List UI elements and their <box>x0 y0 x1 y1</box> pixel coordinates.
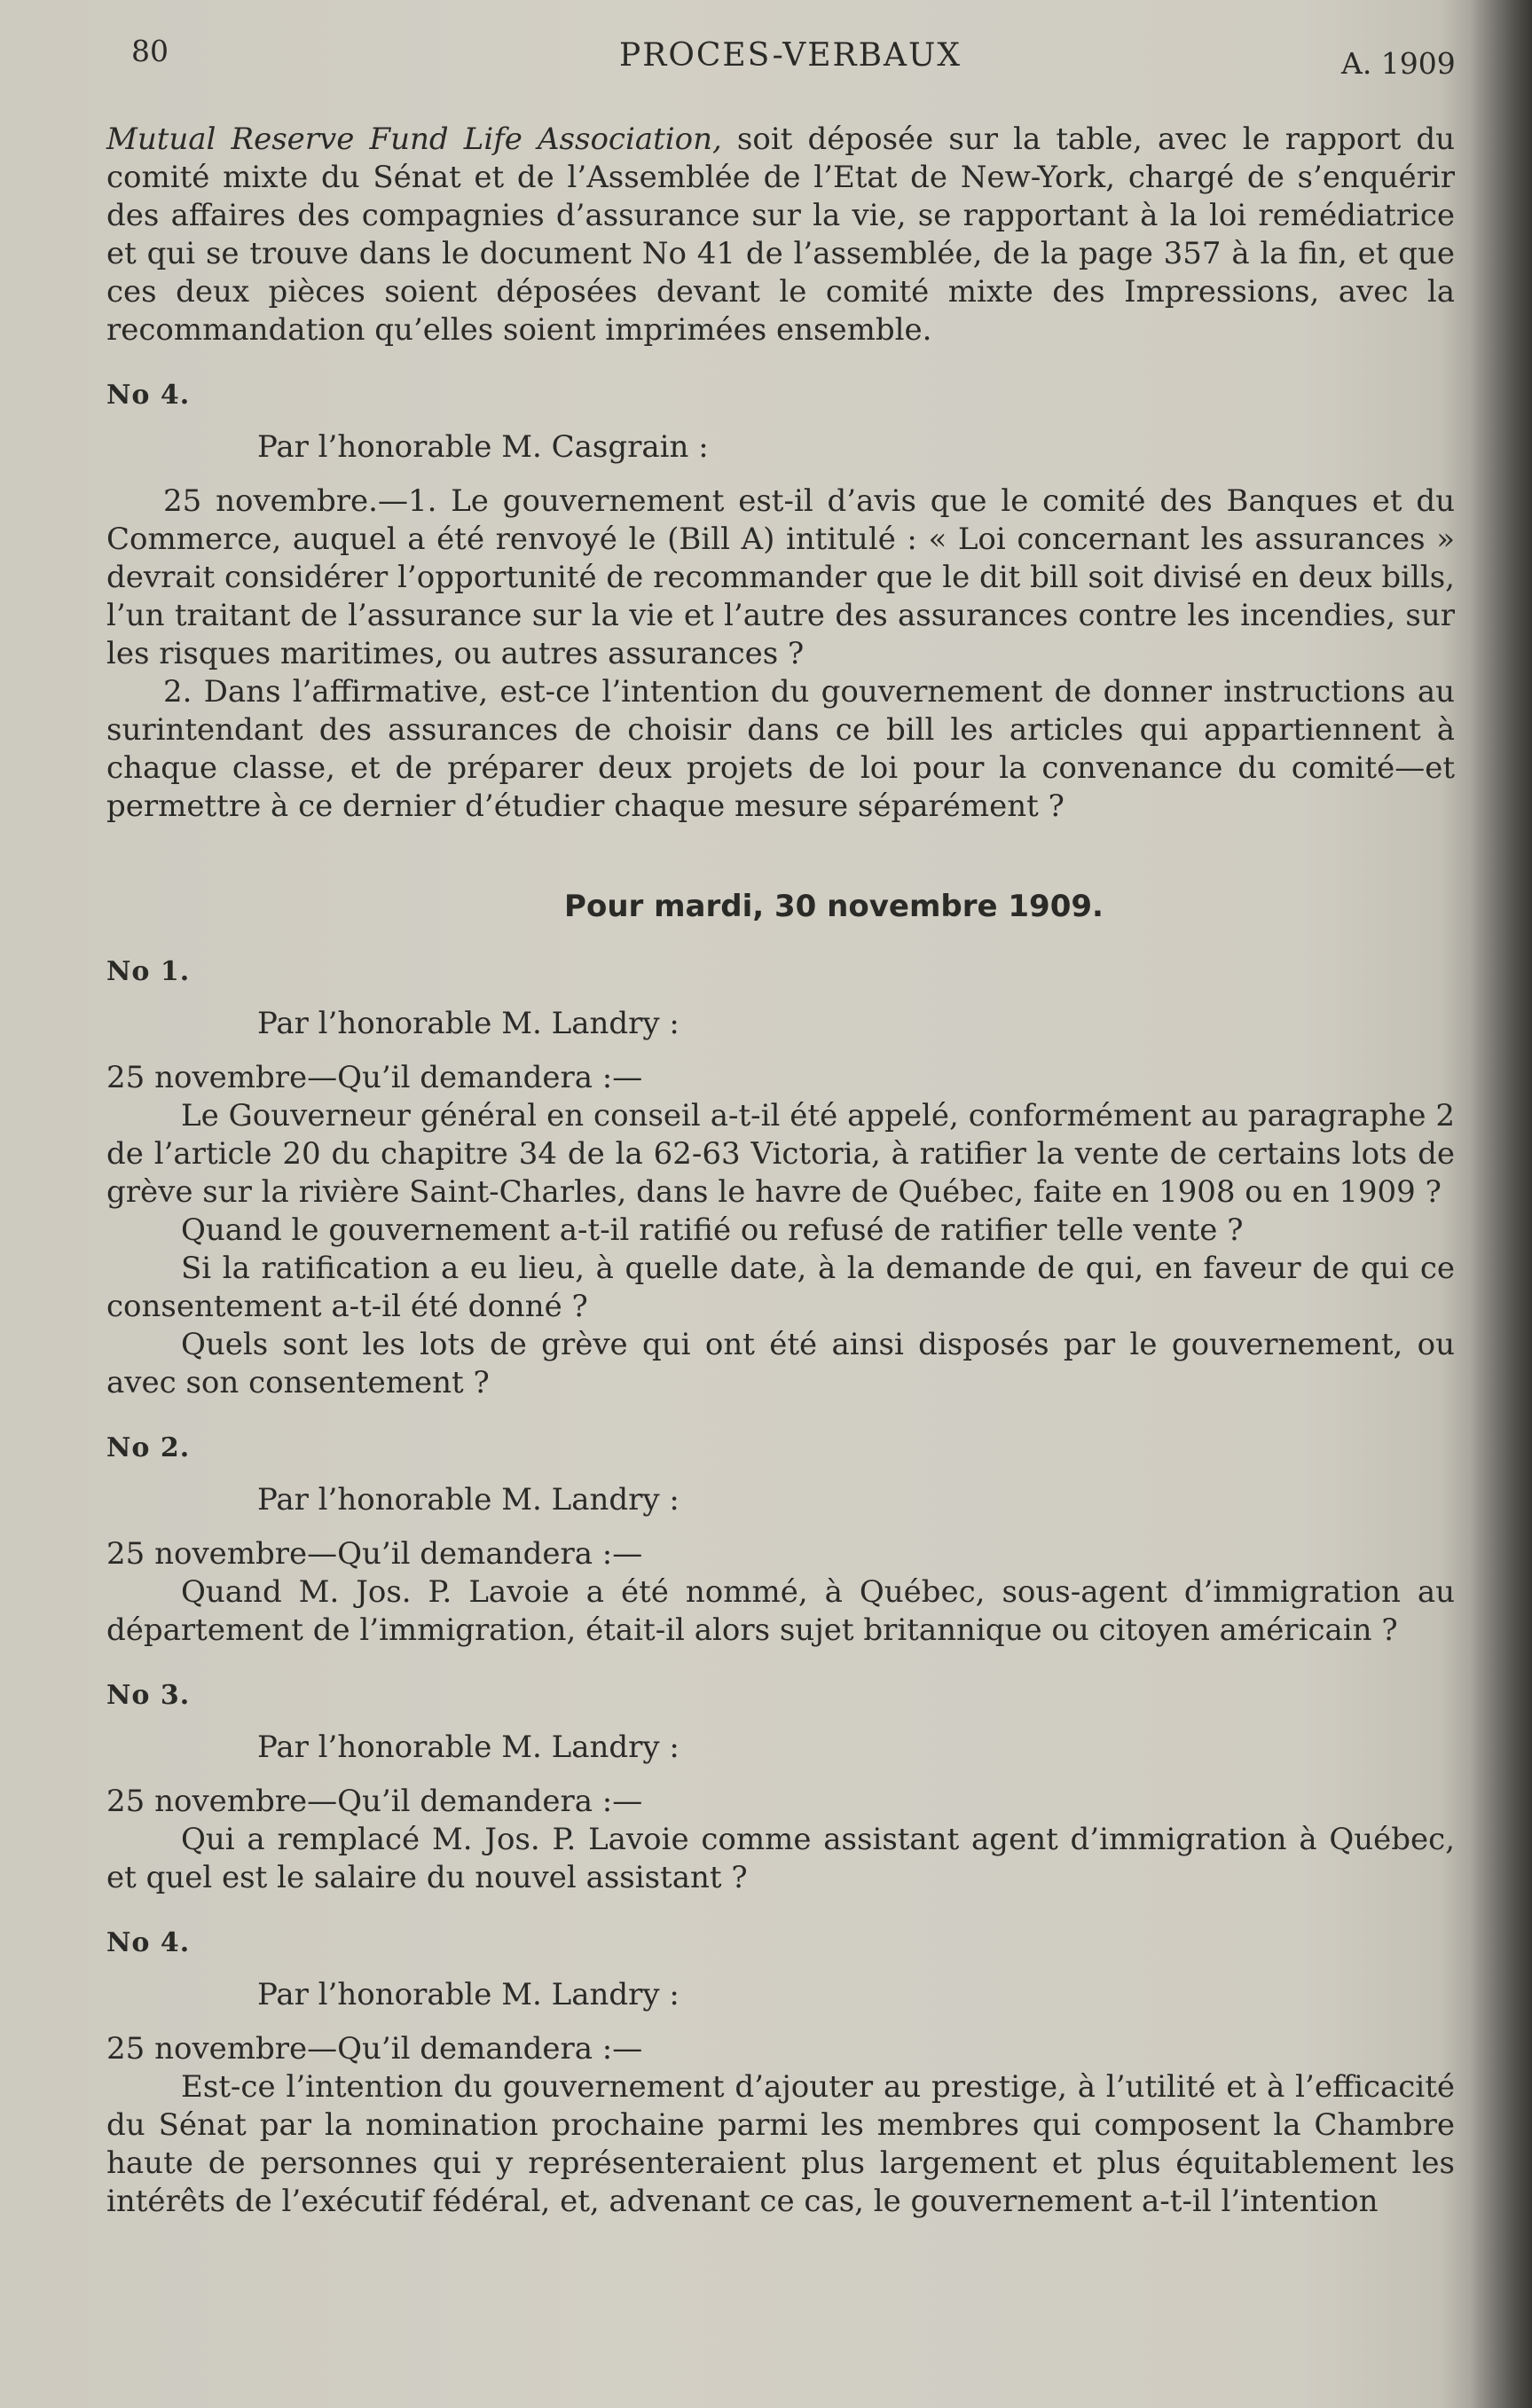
item-4-number: No 4. <box>106 1927 191 1958</box>
section-a-item-4-author: Par l’honorable M. Casgrain : <box>257 429 709 465</box>
item-1-question-3: Si la ratification a eu lieu, à quelle date, à la demande de qui, en faveur de qui ce consentement a-t-il été donné ? <box>106 1251 1455 1324</box>
item-3-date-line: 25 novembre—Qu’il demandera :— <box>106 1784 643 1819</box>
intro-lead-italic: Mutual Reserve Fund Life Association, <box>106 122 722 157</box>
item-1-question-1: Le Gouverneur général en conseil a-t-il été appelé, conformément au paragraphe 2 de l’article 20 du chapitre 34 de la 62-63 Victoria, à ratifier la vente de certains lots de grève sur la rivière Saint-Charles, dans le havre de Québec, faite en 1908 ou en 1909 ? <box>106 1098 1455 1210</box>
item-4-date-line: 25 novembre—Qu’il demandera :— <box>106 2031 643 2067</box>
item-1-date-line: 25 novembre—Qu’il demandera :— <box>106 1060 643 1095</box>
item-1-author: Par l’honorable M. Landry : <box>257 1006 680 1041</box>
item-4-author: Par l’honorable M. Landry : <box>257 1977 680 2012</box>
intro-lead-rest: soit déposée sur la table, avec le rapport du comité mixte du Sénat et de l’Assemblée de l’Etat de New-York, chargé de s’enquérir des affaires des compagnies d’assurance sur la vie, se rapportant à la loi remédiatrice et qui se trouve dans le document No 41 de l’assemblée, de la page 357 à la fin, et que ces deux pièces soient déposées devant le comité mixte des Impressions, avec la recommandation qu’elles soient imprimées ensemble. <box>106 122 1455 348</box>
item-3-question: Qui a remplacé M. Jos. P. Lavoie comme assistant agent d’immigration à Québec, et quel est le salaire du nouvel assistant ? <box>106 1822 1455 1895</box>
section-a-item-4-paragraph-1: 25 novembre.—1. Le gouvernement est-il d’avis que le comité des Banques et du Commerce, auquel a été renvoyé le (Bill A) intitulé : « Loi concernant les assurances » devrait considérer l’opportunité de recommander que le dit bill soit divisé en deux bills, l’un traitant de l’assurance sur la vie et l’autre des assurances contre les incendies, sur les risques maritimes, ou autres assurances ? <box>106 483 1455 671</box>
item-1-number: No 1. <box>106 956 191 987</box>
running-title: PROCES-VERBAUX <box>619 37 962 74</box>
item-2-author: Par l’honorable M. Landry : <box>257 1482 680 1518</box>
item-3-number: No 3. <box>106 1680 191 1711</box>
item-3-author: Par l’honorable M. Landry : <box>257 1730 680 1765</box>
page-header <box>131 34 1462 87</box>
page-number: 80 <box>131 34 169 68</box>
page-content <box>106 121 1455 2221</box>
item-1-question-4: Quels sont les lots de grève qui ont été ainsi disposés par le gouvernement, ou avec son consentement ? <box>106 1327 1455 1400</box>
section-a-item-4-number: No 4. <box>106 380 191 411</box>
year-mark: A. 1909 <box>1341 46 1456 81</box>
item-2-number: No 2. <box>106 1432 191 1463</box>
item-2-question: Quand M. Jos. P. Lavoie a été nommé, à Québec, sous-agent d’immigration au département de l’immigration, était-il alors sujet britannique ou citoyen américain ? <box>106 1574 1455 1648</box>
schedule-heading: Pour mardi, 30 novembre 1909. <box>564 889 1104 924</box>
item-4-question: Est-ce l’intention du gouvernement d’ajouter au prestige, à l’utilité et à l’efficacité du Sénat par la nomination prochaine parmi les membres qui composent la Chambre haute de personnes qui y représenteraient plus largement et plus équitablement les intérêts de l’exécutif fédéral, et, advenant ce cas, le gouvernement a-t-il l’intention <box>106 2069 1455 2219</box>
item-2-date-line: 25 novembre—Qu’il demandera :— <box>106 1536 643 1572</box>
item-1-question-2: Quand le gouvernement a-t-il ratifié ou refusé de ratifier telle vente ? <box>181 1212 1244 1248</box>
section-a-item-4-paragraph-2: 2. Dans l’affirmative, est-ce l’intention du gouvernement de donner instructions au surintendant des assurances de choisir dans ce bill les articles qui appartiennent à chaque classe, et de préparer deux projets de loi pour la convenance du comité—et permettre à ce dernier d’étudier chaque mesure séparément ? <box>106 674 1455 824</box>
intro-paragraph <box>106 121 1455 349</box>
binding-shadow <box>1470 0 1532 2408</box>
